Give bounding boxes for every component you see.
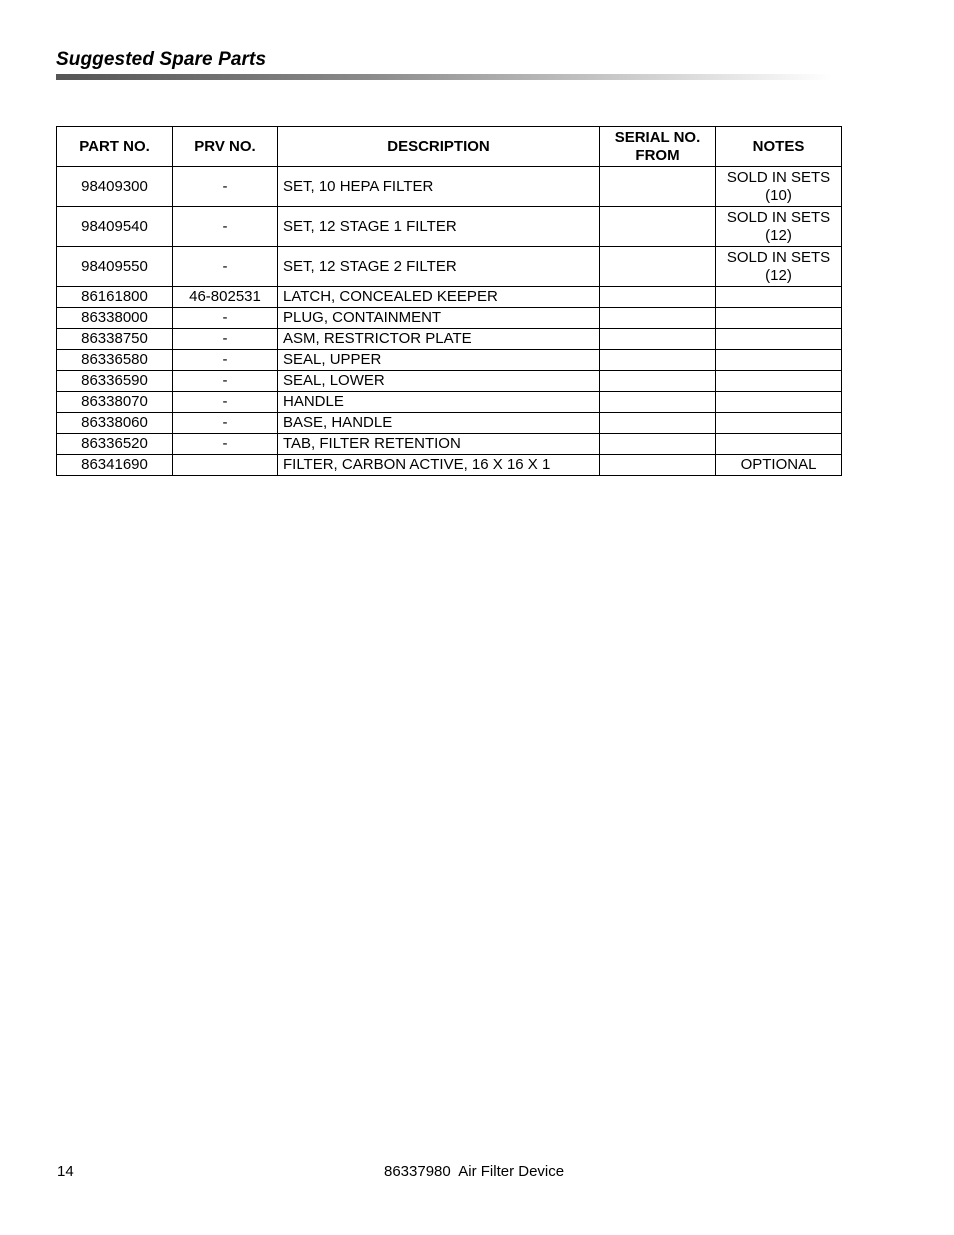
cell-part-no: 86336580 (57, 350, 173, 371)
cell-prv-no: - (173, 329, 278, 350)
cell-notes (716, 308, 842, 329)
cell-serial (600, 167, 716, 207)
table-row (57, 329, 842, 350)
cell-serial (600, 287, 716, 308)
cell-description: TAB, FILTER RETENTION (278, 434, 600, 455)
cell-notes (716, 287, 842, 308)
cell-notes (716, 207, 842, 247)
table-row (57, 413, 842, 434)
table-row (57, 350, 842, 371)
cell-notes (716, 167, 842, 207)
table-row (57, 167, 842, 207)
table-row (57, 434, 842, 455)
header-serial-line1: SERIAL NO. (614, 128, 701, 146)
cell-notes (716, 371, 842, 392)
cell-prv-no: - (173, 392, 278, 413)
cell-part-no: 98409300 (57, 167, 173, 207)
cell-description: HANDLE (278, 392, 600, 413)
cell-part-no: 86338070 (57, 392, 173, 413)
header-serial-line2: FROM (635, 146, 680, 164)
notes-line2: (12) (765, 226, 792, 244)
cell-part-no: 86338000 (57, 308, 173, 329)
cell-notes (716, 413, 842, 434)
cell-description: BASE, HANDLE (278, 413, 600, 434)
table-row (57, 371, 842, 392)
cell-part-no: 86338060 (57, 413, 173, 434)
cell-serial (600, 413, 716, 434)
cell-part-no: 86338750 (57, 329, 173, 350)
cell-prv-no (173, 455, 278, 476)
notes-line1: SOLD IN SETS (726, 208, 831, 226)
cell-serial (600, 207, 716, 247)
page-number: 14 (57, 1163, 74, 1180)
cell-notes (716, 329, 842, 350)
header-part-no: PART NO. (57, 127, 173, 167)
cell-prv-no: - (173, 434, 278, 455)
cell-prv-no: - (173, 350, 278, 371)
header-prv-no: PRV NO. (173, 127, 278, 167)
table-row (57, 207, 842, 247)
table-row (57, 308, 842, 329)
cell-notes (716, 434, 842, 455)
cell-prv-no: - (173, 413, 278, 434)
table-row (57, 455, 842, 476)
header-notes: NOTES (716, 127, 842, 167)
cell-part-no: 98409540 (57, 207, 173, 247)
notes-line1: SOLD IN SETS (726, 168, 831, 186)
cell-prv-no: - (173, 371, 278, 392)
cell-description: SEAL, UPPER (278, 350, 600, 371)
cell-description: SEAL, LOWER (278, 371, 600, 392)
header-description: DESCRIPTION (278, 127, 600, 167)
notes-line1: SOLD IN SETS (726, 248, 831, 266)
header-serial-no-from (600, 127, 716, 167)
cell-description: FILTER, CARBON ACTIVE, 16 X 16 X 1 (278, 455, 600, 476)
table-row (57, 287, 842, 308)
cell-description: SET, 10 HEPA FILTER (278, 167, 600, 207)
cell-notes: OPTIONAL (716, 455, 842, 476)
cell-part-no: 86336520 (57, 434, 173, 455)
cell-notes (716, 350, 842, 371)
title-underline (56, 74, 832, 80)
cell-description: SET, 12 STAGE 1 FILTER (278, 207, 600, 247)
cell-description: PLUG, CONTAINMENT (278, 308, 600, 329)
cell-part-no: 86336590 (57, 371, 173, 392)
cell-serial (600, 350, 716, 371)
cell-serial (600, 434, 716, 455)
cell-part-no: 86161800 (57, 287, 173, 308)
table-row (57, 247, 842, 287)
cell-prv-no: - (173, 207, 278, 247)
cell-part-no: 98409550 (57, 247, 173, 287)
cell-serial (600, 455, 716, 476)
cell-serial (600, 371, 716, 392)
cell-prv-no: - (173, 247, 278, 287)
cell-description: LATCH, CONCEALED KEEPER (278, 287, 600, 308)
cell-notes (716, 392, 842, 413)
notes-line2: (12) (765, 266, 792, 284)
section-title: Suggested Spare Parts (56, 49, 267, 70)
cell-prv-no: 46-802531 (173, 287, 278, 308)
table-row (57, 392, 842, 413)
cell-notes (716, 247, 842, 287)
cell-prv-no: - (173, 167, 278, 207)
cell-serial (600, 308, 716, 329)
notes-line2: (10) (765, 186, 792, 204)
cell-description: SET, 12 STAGE 2 FILTER (278, 247, 600, 287)
spare-parts-table (56, 126, 842, 476)
table-header-row (57, 127, 842, 167)
cell-serial (600, 392, 716, 413)
cell-serial (600, 247, 716, 287)
cell-serial (600, 329, 716, 350)
cell-prv-no: - (173, 308, 278, 329)
document-title: 86337980 Air Filter Device (384, 1163, 565, 1180)
cell-description: ASM, RESTRICTOR PLATE (278, 329, 600, 350)
cell-part-no: 86341690 (57, 455, 173, 476)
